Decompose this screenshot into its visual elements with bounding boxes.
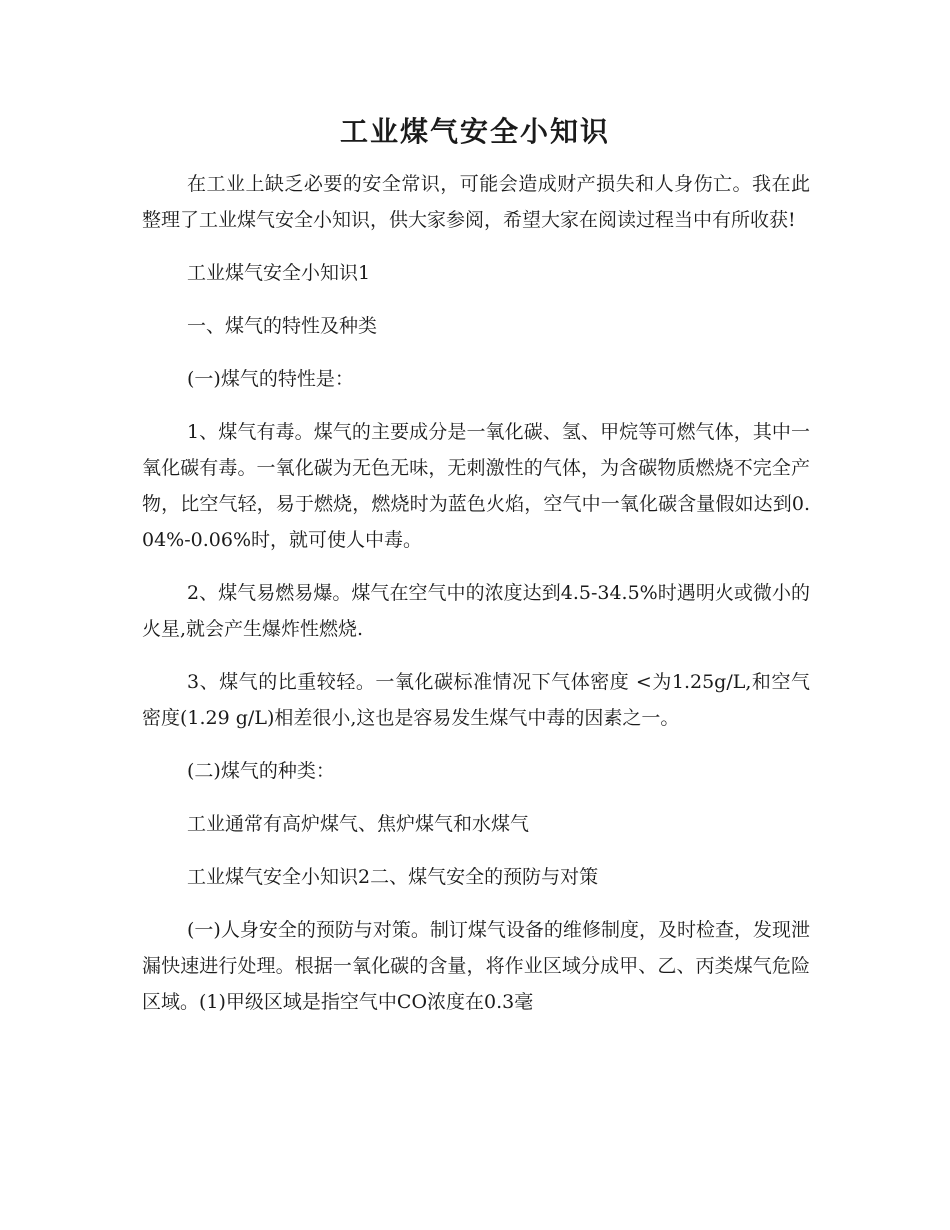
intro-paragraph: 在工业上缺乏必要的安全常识，可能会造成财产损失和人身伤亡。我在此整理了工业煤气安全小知识，供大家参阅，希望大家在阅读过程当中有所收获! bbox=[142, 173, 810, 231]
paragraph-toxic: 1、煤气有毒。煤气的主要成分是一氧化碳、氢、甲烷等可燃气体，其中一氧化碳有毒。一氧化碳为无色无味，无刺激性的气体，为含碳物质燃烧不完全产物，比空气轻，易于燃烧，燃烧时为蓝色火焰，空气中一氧化碳含量假如达到0.04%-0.06%时，就可使人中毒。 bbox=[142, 421, 810, 551]
paragraph-personal-safety: (一)人身安全的预防与对策。制订煤气设备的维修制度，及时检查，发现泄漏快速进行处理。根据一氧化碳的含量，将作业区域分成甲、乙、丙类煤气危险区域。(1)甲级区域是指空气中CO浓度在0.3毫 bbox=[142, 919, 810, 1013]
subsection-heading-properties: (一)煤气的特性是： bbox=[187, 368, 354, 390]
document-body bbox=[142, 166, 810, 1020]
subsection-heading-types: (二)煤气的种类： bbox=[187, 760, 335, 782]
document-title: 工业煤气安全小知识 bbox=[339, 115, 610, 148]
subsection-heading-1: 一、煤气的特性及种类 bbox=[187, 315, 378, 337]
paragraph-density: 3、煤气的比重较轻。一氧化碳标准情况下气体密度 <为1.25g/L,和空气密度(1.29 g/L)相差很小,这也是容易发生煤气中毒的因素之一。 bbox=[142, 671, 810, 729]
section-heading-2: 工业煤气安全小知识2二、煤气安全的预防与对策 bbox=[187, 866, 599, 888]
section-heading-1: 工业煤气安全小知识1 bbox=[187, 262, 371, 284]
paragraph-types: 工业通常有高炉煤气、焦炉煤气和水煤气 bbox=[187, 813, 530, 835]
paragraph-flammable: 2、煤气易燃易爆。煤气在空气中的浓度达到4.5-34.5%时遇明火或微小的火星,就会产生爆炸性燃烧. bbox=[142, 582, 810, 640]
